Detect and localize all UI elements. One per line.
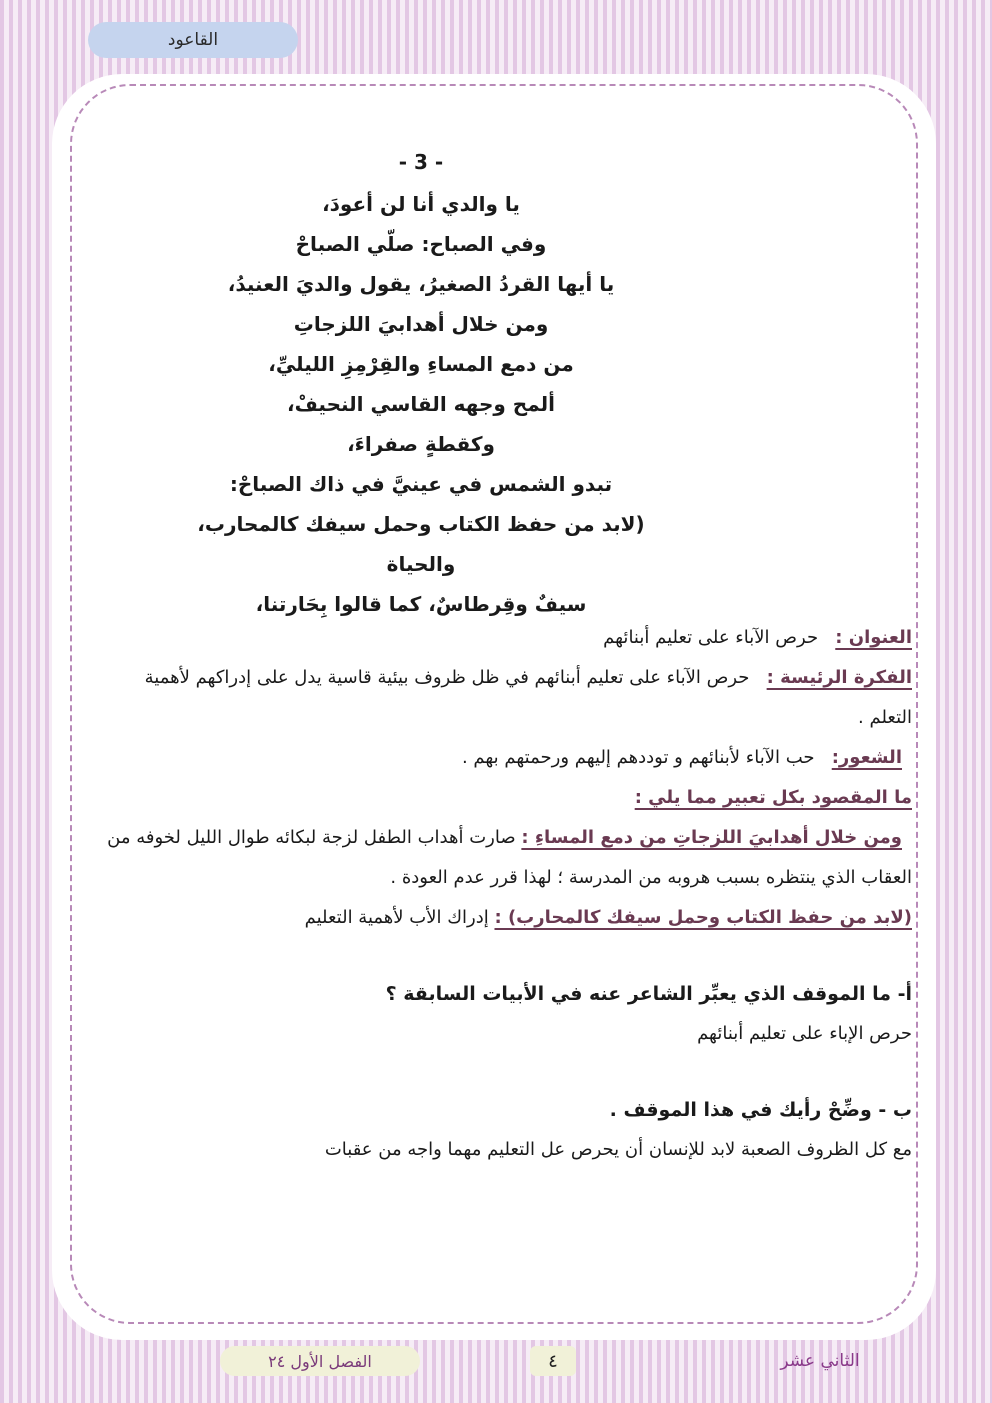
content-area (100, 140, 912, 1170)
footer-term (220, 1346, 420, 1376)
question-a: أ- ما الموقف الذي يعبِّر الشاعر عنه في الأبيات السابقة ؟ (385, 983, 912, 1005)
footer-page-text: ٤ (548, 1350, 558, 1372)
main-idea-row (100, 658, 912, 738)
spacer (100, 938, 912, 974)
poem-line: يا والدي أنا لن أعودَ، (322, 192, 520, 216)
feeling-label: الشعور: (831, 747, 902, 768)
poem-line: سيفٌ وقِرطاسٌ، كما قالوا بِحَارتنا، (255, 592, 587, 616)
expression-1-label: ومن خلال أهدابيَ اللزجاتِ من دمع المساءِ : (521, 827, 902, 848)
answer-a: حرص الإباء على تعليم أبنائهم (697, 1023, 912, 1044)
analysis (100, 618, 912, 1170)
expression-2-label: (لابد من حفظ الكتاب وحمل سيفك كالمحارب) : (494, 907, 912, 928)
poem-line: يا أيها القردُ الصغيرُ، يقول والديَ العنيدُ، (227, 272, 615, 296)
main-idea-value: حرص الآباء على تعليم أبنائهم في ظل ظروف بيئية قاسية يدل على إدراكهم لأهمية التعلم . (144, 667, 912, 728)
expression-2-value: إدراك الأب لأهمية التعليم (304, 907, 489, 928)
footer-grade (770, 1346, 870, 1376)
spacer (100, 1054, 912, 1090)
meaning-heading: ما المقصود بكل تعبير مما يلي : (634, 787, 912, 808)
title-label: العنوان : (835, 627, 912, 648)
poem-line: ألمح وجهه القاسي النحيفْ، (287, 392, 555, 416)
expression-2-row (100, 898, 912, 938)
title-row (100, 618, 912, 658)
answer-b: مع كل الظروف الصعبة لابد للإنسان أن يحرص عل التعليم مهما واجه من عقبات (324, 1139, 912, 1160)
poem (100, 140, 912, 624)
poem-line: تبدو الشمس في عينيَّ في ذاك الصباحْ: (229, 472, 613, 496)
poem-number: - 3 - (398, 150, 444, 174)
feeling-row (100, 738, 912, 778)
meaning-heading-row (100, 778, 912, 818)
footer-grade-text: الثاني عشر (780, 1351, 860, 1371)
footer-page-number (530, 1346, 576, 1376)
title-value: حرص الآباء على تعليم أبنائهم (603, 627, 819, 648)
poem-line: ومن خلال أهدابيَ اللزجاتِ (293, 312, 549, 336)
expression-1-value: صارت أهداب الطفل لزجة لبكائه طوال الليل لخوفه من العقاب الذي ينتظره بسبب هروبه من المدرسة ؛ لهذا قرر عدم العودة . (107, 827, 912, 888)
poem-line: (لابد من حفظ الكتاب وحمل سيفك كالمحارب، (197, 512, 645, 536)
main-idea-label: الفكرة الرئيسة : (766, 667, 912, 688)
poem-line: وكقطةٍ صفراءَ، (347, 432, 495, 456)
footer-term-text: الفصل الأول ٢٤ (268, 1351, 372, 1371)
question-b: ب - وضِّحْ رأيك في هذا الموقف . (609, 1099, 912, 1121)
header-tag (88, 22, 298, 58)
poem-line: وفي الصباح: صلّي الصباحْ (295, 232, 547, 256)
poem-line: والحياة (386, 552, 456, 576)
expression-1-row (100, 818, 912, 898)
poem-line: من دمع المساءِ والقِرْمِزِ الليليِّ، (268, 352, 574, 376)
header-tag-text: القاعود (167, 30, 219, 50)
feeling-value: حب الآباء لأبنائهم و توددهم إليهم ورحمتهم بهم . (461, 747, 815, 768)
